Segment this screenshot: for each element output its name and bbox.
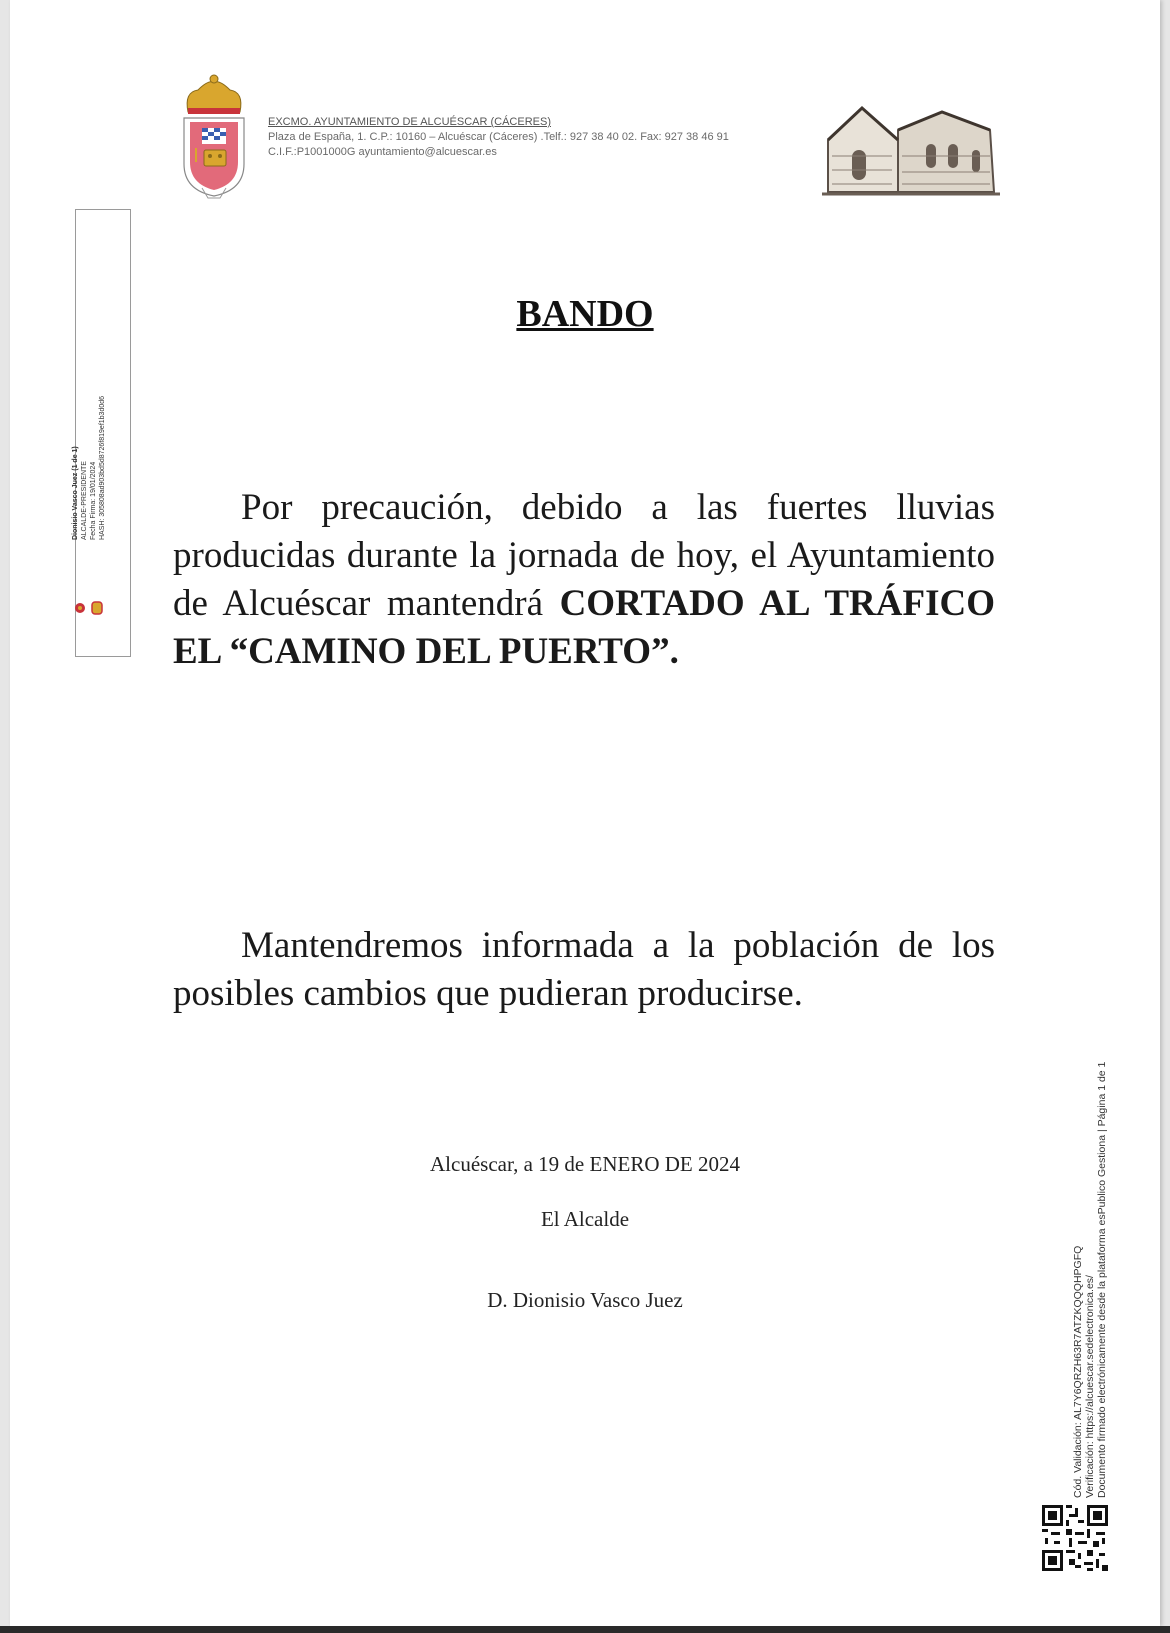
institution-name: EXCMO. AYUNTAMIENTO DE ALCUÉSCAR (CÁCERES): [268, 116, 551, 128]
signature-seal-icon: [72, 598, 112, 618]
church-illustration: [822, 100, 1002, 200]
paragraph1-text: Por precaución, debido a las fuertes lluvias producidas durante la jornada de hoy, el Ayuntamiento de Alcuéscar mantendrá: [173, 487, 995, 624]
verification-url: Verificación: https://alcuescar.sedelectronica.es/: [1084, 1275, 1096, 1498]
paragraph2-text: Mantendremos informada a la población de los posibles cambios que pudieran producirse.: [173, 925, 995, 1014]
signer-role: El Alcalde: [540, 1207, 630, 1231]
place-date: Alcuéscar, a 19 de ENERO DE 2024: [430, 1152, 740, 1176]
signature-hash: HASH: 305808ad903bd5d8726f819ef1b3d0d6: [99, 395, 106, 540]
verification-note: Documento firmado electrónicamente desde la plataforma esPublico Gestiona | Página 1 de 1: [1096, 1061, 1108, 1498]
letterhead: [268, 115, 729, 160]
signature-date: Fecha Firma: 19/01/2024: [90, 461, 97, 540]
signature-role: ALCALDE-PRESIDENTE: [81, 461, 88, 540]
document-title: BANDO: [516, 293, 654, 335]
page-bottom-edge: [0, 1626, 1170, 1633]
signer-name: D. Dionisio Vasco Juez: [487, 1288, 683, 1312]
document-page: [10, 0, 1160, 1626]
coat-of-arms-logo: [178, 72, 250, 202]
institution-cif-email: C.I.F.:P1001000G ayuntamiento@alcuescar.es: [268, 146, 497, 158]
paragraph1-bold: CORTADO AL TRÁFICO EL “CAMINO DEL PUERTO”.: [173, 583, 995, 672]
signature-signer: Dionisio Vasco Juez (1 de 1): [72, 446, 79, 540]
qr-code: [1042, 1505, 1108, 1571]
announcement-paragraph: [173, 484, 995, 676]
verification-code: Cód. Validación: AL7Y6QRZH63R7ATZKQQQHPGFQ: [1072, 1245, 1084, 1498]
information-paragraph: [173, 922, 995, 1018]
verification-info: [1072, 1062, 1108, 1498]
institution-address: Plaza de España, 1. C.P.: 10160 – Alcuéscar (Cáceres) .Telf.: 927 38 40 02. Fax: 927 38 46 91: [268, 131, 729, 143]
signature-details: [71, 396, 107, 540]
